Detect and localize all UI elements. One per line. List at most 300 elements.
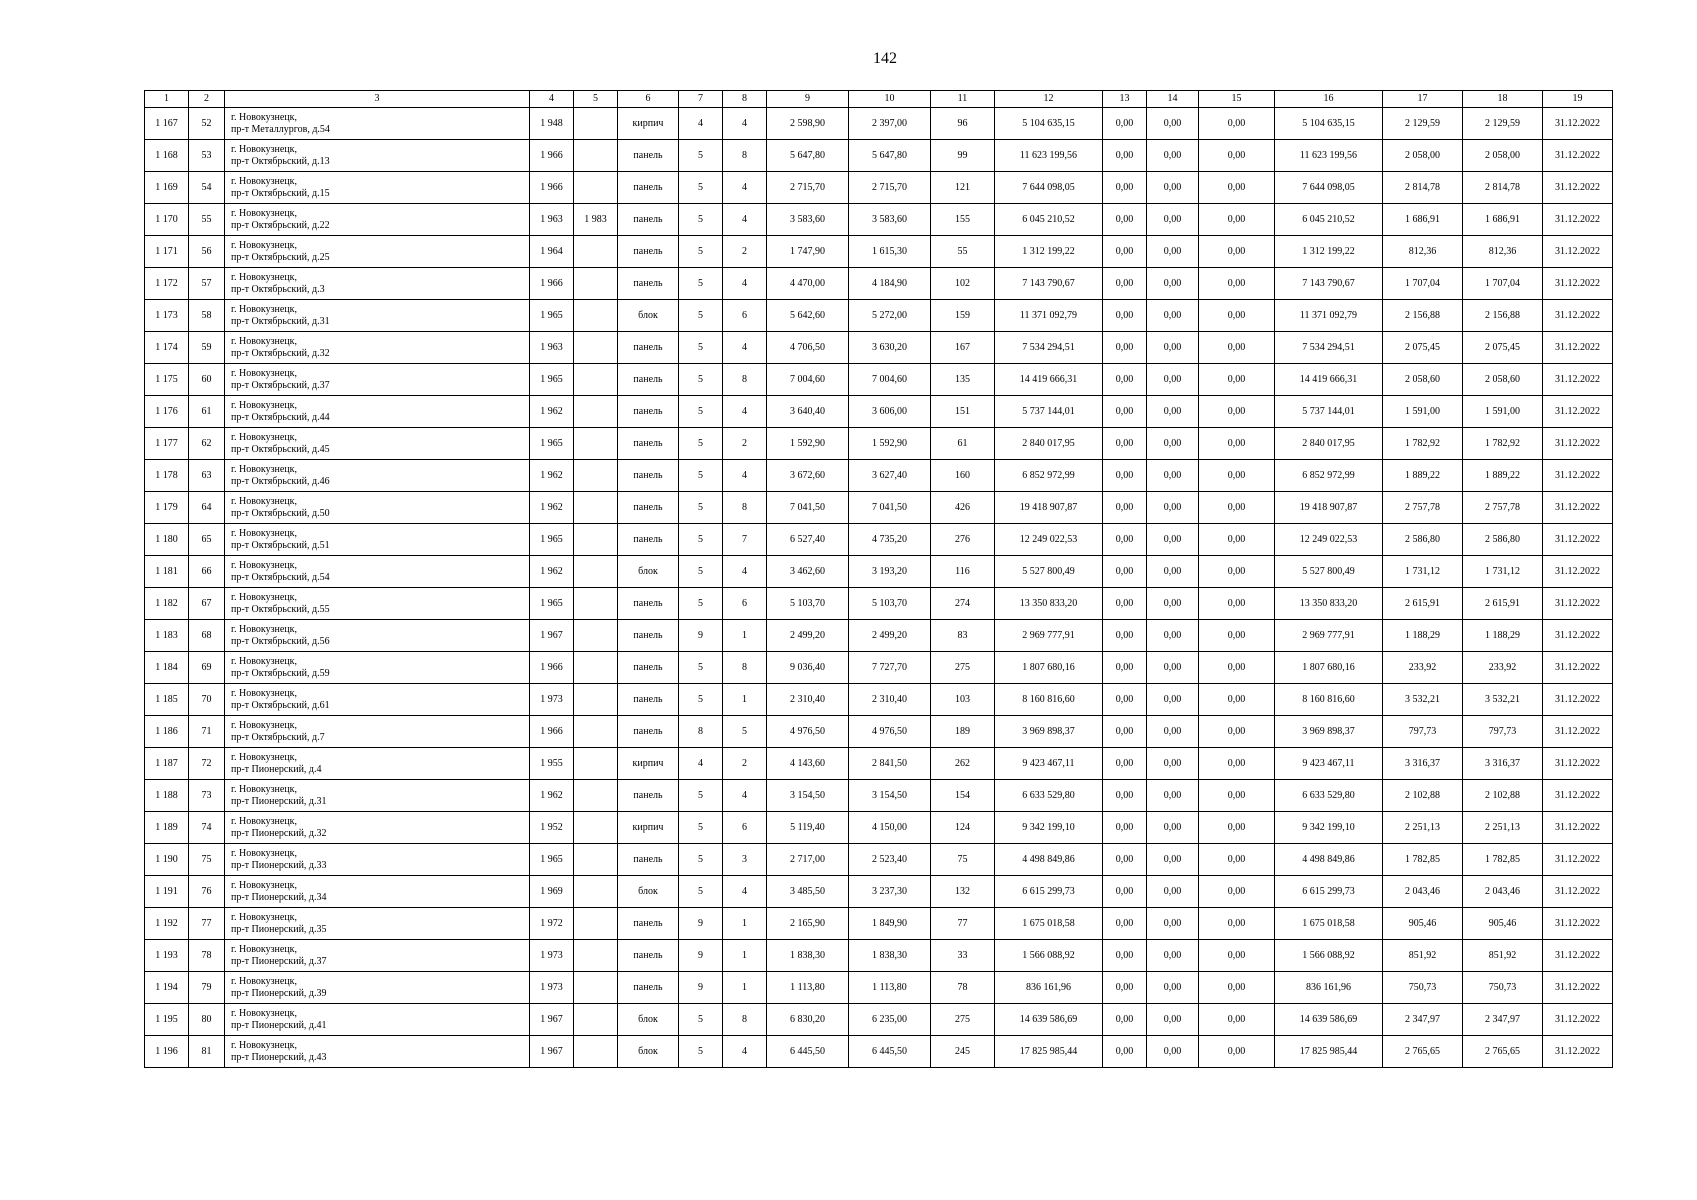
cell-address [225,972,530,1004]
cell-c19: 31.12.2022 [1543,876,1613,908]
cell-c13: 0,00 [1103,268,1147,300]
cell-c12: 5 527 800,49 [995,556,1103,588]
cell-c11: 274 [931,588,995,620]
cell-c6: блок [618,876,679,908]
table-row [145,780,1613,812]
address-city: г. Новокузнецк, [231,111,298,123]
page-number: 142 [873,50,897,67]
cell-c12: 19 418 907,87 [995,492,1103,524]
cell-c16: 2 969 777,91 [1275,620,1383,652]
cell-c16: 12 249 022,53 [1275,524,1383,556]
cell-c13: 0,00 [1103,940,1147,972]
cell-c7: 5 [679,396,723,428]
cell-c6: панель [618,460,679,492]
cell-c10: 1 592,90 [849,428,931,460]
cell-c11: 121 [931,172,995,204]
cell-address [225,588,530,620]
table-row [145,332,1613,364]
column-header-1: 1 [145,91,189,108]
cell-c13: 0,00 [1103,1036,1147,1068]
cell-c4: 1 962 [530,492,574,524]
table-row [145,620,1613,652]
table-row [145,460,1613,492]
cell-c5 [574,972,618,1004]
cell-address [225,940,530,972]
cell-address [225,716,530,748]
cell-c2: 75 [189,844,225,876]
cell-c9: 2 715,70 [767,172,849,204]
cell-c10: 7 041,50 [849,492,931,524]
cell-c8: 1 [723,620,767,652]
cell-c7: 9 [679,940,723,972]
cell-c12: 1 566 088,92 [995,940,1103,972]
cell-c17: 2 586,80 [1383,524,1463,556]
cell-c2: 64 [189,492,225,524]
cell-c7: 5 [679,556,723,588]
cell-c5 [574,300,618,332]
cell-c14: 0,00 [1147,396,1199,428]
cell-c12: 6 045 210,52 [995,204,1103,236]
cell-c17: 1 782,92 [1383,428,1463,460]
address-street: пр-т Металлургов, д.54 [231,123,330,135]
cell-c9: 2 499,20 [767,620,849,652]
cell-c17: 750,73 [1383,972,1463,1004]
cell-c19: 31.12.2022 [1543,620,1613,652]
cell-c1: 1 188 [145,780,189,812]
cell-c1: 1 168 [145,140,189,172]
cell-c10: 4 184,90 [849,268,931,300]
cell-c17: 1 889,22 [1383,460,1463,492]
cell-c2: 57 [189,268,225,300]
cell-c10: 7 727,70 [849,652,931,684]
cell-c16: 11 623 199,56 [1275,140,1383,172]
cell-c16: 6 852 972,99 [1275,460,1383,492]
cell-c17: 2 102,88 [1383,780,1463,812]
address-street: пр-т Октябрьский, д.54 [231,571,330,583]
address-city: г. Новокузнецк, [231,463,298,475]
cell-c8: 1 [723,908,767,940]
address-city: г. Новокузнецк, [231,751,298,763]
cell-c13: 0,00 [1103,204,1147,236]
table-row [145,908,1613,940]
address-city: г. Новокузнецк, [231,271,298,283]
cell-c1: 1 174 [145,332,189,364]
cell-c19: 31.12.2022 [1543,140,1613,172]
cell-c19: 31.12.2022 [1543,268,1613,300]
table-row [145,300,1613,332]
cell-c16: 7 143 790,67 [1275,268,1383,300]
address-street: пр-т Октябрьский, д.45 [231,443,330,455]
cell-c17: 3 316,37 [1383,748,1463,780]
cell-c12: 14 419 666,31 [995,364,1103,396]
cell-c15: 0,00 [1199,236,1275,268]
cell-c15: 0,00 [1199,268,1275,300]
cell-c17: 797,73 [1383,716,1463,748]
table-row [145,1004,1613,1036]
cell-c6: панель [618,652,679,684]
cell-address [225,524,530,556]
cell-address [225,780,530,812]
cell-c15: 0,00 [1199,748,1275,780]
address-city: г. Новокузнецк, [231,943,298,955]
cell-address [225,396,530,428]
cell-c5: 1 983 [574,204,618,236]
cell-c15: 0,00 [1199,780,1275,812]
address-city: г. Новокузнецк, [231,559,298,571]
cell-c15: 0,00 [1199,652,1275,684]
cell-c18: 797,73 [1463,716,1543,748]
cell-c2: 55 [189,204,225,236]
cell-c9: 3 485,50 [767,876,849,908]
cell-c1: 1 190 [145,844,189,876]
cell-c12: 14 639 586,69 [995,1004,1103,1036]
cell-c1: 1 186 [145,716,189,748]
cell-c6: панель [618,140,679,172]
cell-c12: 5 737 144,01 [995,396,1103,428]
column-number-header-row [145,91,1613,108]
table-row [145,428,1613,460]
cell-c15: 0,00 [1199,684,1275,716]
column-header-16: 16 [1275,91,1383,108]
housing-register-table [144,90,1613,1068]
cell-c10: 6 235,00 [849,1004,931,1036]
cell-c11: 275 [931,652,995,684]
cell-c16: 13 350 833,20 [1275,588,1383,620]
address-city: г. Новокузнецк, [231,175,298,187]
address-street: пр-т Октябрьский, д.15 [231,187,330,199]
cell-c4: 1 965 [530,844,574,876]
address-street: пр-т Пионерский, д.35 [231,923,327,935]
cell-c18: 1 707,04 [1463,268,1543,300]
cell-c5 [574,172,618,204]
cell-c11: 83 [931,620,995,652]
cell-c13: 0,00 [1103,780,1147,812]
cell-c1: 1 175 [145,364,189,396]
cell-c14: 0,00 [1147,1036,1199,1068]
cell-c4: 1 969 [530,876,574,908]
cell-c15: 0,00 [1199,908,1275,940]
cell-c16: 7 644 098,05 [1275,172,1383,204]
cell-c10: 2 310,40 [849,684,931,716]
address-city: г. Новокузнецк, [231,1007,298,1019]
cell-c4: 1 963 [530,204,574,236]
table-row [145,1036,1613,1068]
cell-c9: 1 838,30 [767,940,849,972]
cell-c14: 0,00 [1147,876,1199,908]
cell-c6: панель [618,684,679,716]
cell-c16: 6 615 299,73 [1275,876,1383,908]
cell-c10: 7 004,60 [849,364,931,396]
cell-c18: 3 316,37 [1463,748,1543,780]
address-city: г. Новокузнецк, [231,367,298,379]
address-street: пр-т Пионерский, д.41 [231,1019,327,1031]
cell-c12: 4 498 849,86 [995,844,1103,876]
cell-c15: 0,00 [1199,172,1275,204]
cell-c16: 5 104 635,15 [1275,108,1383,140]
cell-c8: 8 [723,492,767,524]
cell-address [225,620,530,652]
cell-address [225,1004,530,1036]
cell-c18: 1 188,29 [1463,620,1543,652]
cell-address [225,492,530,524]
cell-c14: 0,00 [1147,140,1199,172]
cell-c17: 3 532,21 [1383,684,1463,716]
cell-c12: 1 807 680,16 [995,652,1103,684]
cell-c9: 2 310,40 [767,684,849,716]
cell-c13: 0,00 [1103,908,1147,940]
cell-c1: 1 194 [145,972,189,1004]
cell-c1: 1 189 [145,812,189,844]
cell-c13: 0,00 [1103,172,1147,204]
cell-c8: 4 [723,876,767,908]
cell-c15: 0,00 [1199,716,1275,748]
address-street: пр-т Пионерский, д.39 [231,987,327,999]
cell-c19: 31.12.2022 [1543,588,1613,620]
cell-c18: 1 591,00 [1463,396,1543,428]
cell-c2: 63 [189,460,225,492]
cell-c16: 5 527 800,49 [1275,556,1383,588]
cell-c1: 1 181 [145,556,189,588]
cell-c8: 4 [723,780,767,812]
cell-c6: панель [618,268,679,300]
cell-c10: 1 838,30 [849,940,931,972]
address-city: г. Новокузнецк, [231,847,298,859]
cell-c2: 70 [189,684,225,716]
cell-c8: 6 [723,812,767,844]
cell-c14: 0,00 [1147,620,1199,652]
cell-c11: 276 [931,524,995,556]
cell-c2: 61 [189,396,225,428]
cell-c10: 3 237,30 [849,876,931,908]
cell-c11: 275 [931,1004,995,1036]
cell-c12: 7 534 294,51 [995,332,1103,364]
cell-c16: 6 633 529,80 [1275,780,1383,812]
cell-c2: 66 [189,556,225,588]
address-street: пр-т Октябрьский, д.50 [231,507,330,519]
cell-c13: 0,00 [1103,748,1147,780]
cell-c7: 5 [679,844,723,876]
cell-c16: 19 418 907,87 [1275,492,1383,524]
cell-c19: 31.12.2022 [1543,1004,1613,1036]
cell-c16: 3 969 898,37 [1275,716,1383,748]
cell-c1: 1 192 [145,908,189,940]
cell-c19: 31.12.2022 [1543,492,1613,524]
cell-c5 [574,780,618,812]
cell-c9: 1 747,90 [767,236,849,268]
cell-c13: 0,00 [1103,492,1147,524]
cell-c7: 9 [679,620,723,652]
cell-c11: 262 [931,748,995,780]
cell-c12: 9 342 199,10 [995,812,1103,844]
address-street: пр-т Пионерский, д.43 [231,1051,327,1063]
cell-c7: 5 [679,684,723,716]
cell-c17: 1 188,29 [1383,620,1463,652]
cell-c1: 1 195 [145,1004,189,1036]
cell-c8: 2 [723,748,767,780]
cell-c7: 5 [679,1036,723,1068]
cell-c14: 0,00 [1147,108,1199,140]
cell-c12: 1 312 199,22 [995,236,1103,268]
cell-c10: 5 272,00 [849,300,931,332]
cell-c19: 31.12.2022 [1543,556,1613,588]
cell-c17: 2 765,65 [1383,1036,1463,1068]
cell-c16: 836 161,96 [1275,972,1383,1004]
cell-c1: 1 191 [145,876,189,908]
cell-address [225,876,530,908]
cell-c17: 2 814,78 [1383,172,1463,204]
cell-c16: 1 566 088,92 [1275,940,1383,972]
cell-c10: 1 113,80 [849,972,931,1004]
cell-c6: блок [618,1004,679,1036]
cell-c6: панель [618,492,679,524]
cell-c10: 3 606,00 [849,396,931,428]
cell-c2: 65 [189,524,225,556]
cell-c6: панель [618,332,679,364]
cell-c11: 102 [931,268,995,300]
address-city: г. Новокузнецк, [231,143,298,155]
cell-c8: 6 [723,300,767,332]
cell-c5 [574,524,618,556]
cell-c15: 0,00 [1199,332,1275,364]
cell-c14: 0,00 [1147,364,1199,396]
cell-c18: 2 765,65 [1463,1036,1543,1068]
cell-c14: 0,00 [1147,300,1199,332]
cell-c17: 851,92 [1383,940,1463,972]
cell-c2: 80 [189,1004,225,1036]
cell-c14: 0,00 [1147,268,1199,300]
cell-c19: 31.12.2022 [1543,812,1613,844]
cell-c5 [574,812,618,844]
cell-address [225,236,530,268]
cell-c15: 0,00 [1199,300,1275,332]
cell-c8: 4 [723,1036,767,1068]
cell-c13: 0,00 [1103,1004,1147,1036]
cell-c7: 5 [679,460,723,492]
cell-c10: 2 499,20 [849,620,931,652]
cell-c6: панель [618,972,679,1004]
cell-c13: 0,00 [1103,524,1147,556]
cell-c15: 0,00 [1199,524,1275,556]
cell-c15: 0,00 [1199,1004,1275,1036]
cell-c19: 31.12.2022 [1543,1036,1613,1068]
table-row [145,524,1613,556]
cell-c2: 68 [189,620,225,652]
cell-c11: 61 [931,428,995,460]
address-city: г. Новокузнецк, [231,687,298,699]
cell-c2: 53 [189,140,225,172]
cell-c1: 1 187 [145,748,189,780]
cell-c13: 0,00 [1103,844,1147,876]
cell-c5 [574,556,618,588]
address-city: г. Новокузнецк, [231,591,298,603]
cell-c16: 14 419 666,31 [1275,364,1383,396]
cell-c1: 1 173 [145,300,189,332]
cell-c18: 2 058,60 [1463,364,1543,396]
cell-c4: 1 973 [530,684,574,716]
cell-c2: 81 [189,1036,225,1068]
cell-c15: 0,00 [1199,396,1275,428]
cell-c16: 6 045 210,52 [1275,204,1383,236]
cell-c14: 0,00 [1147,588,1199,620]
cell-c18: 1 782,85 [1463,844,1543,876]
cell-c1: 1 193 [145,940,189,972]
cell-c12: 13 350 833,20 [995,588,1103,620]
cell-c19: 31.12.2022 [1543,524,1613,556]
cell-c15: 0,00 [1199,204,1275,236]
cell-c4: 1 966 [530,268,574,300]
cell-c7: 5 [679,876,723,908]
cell-c5 [574,652,618,684]
cell-c6: панель [618,588,679,620]
address-city: г. Новокузнецк, [231,527,298,539]
cell-c12: 11 371 092,79 [995,300,1103,332]
cell-c7: 9 [679,908,723,940]
cell-c14: 0,00 [1147,652,1199,684]
cell-c7: 5 [679,364,723,396]
cell-c7: 5 [679,524,723,556]
cell-c17: 1 731,12 [1383,556,1463,588]
cell-c9: 5 642,60 [767,300,849,332]
cell-c9: 3 672,60 [767,460,849,492]
cell-c11: 155 [931,204,995,236]
cell-c13: 0,00 [1103,428,1147,460]
cell-c11: 426 [931,492,995,524]
column-header-18: 18 [1463,91,1543,108]
column-header-3: 3 [225,91,530,108]
cell-c7: 5 [679,780,723,812]
cell-c9: 6 830,20 [767,1004,849,1036]
address-city: г. Новокузнецк, [231,207,298,219]
cell-c6: панель [618,396,679,428]
cell-c19: 31.12.2022 [1543,652,1613,684]
cell-c19: 31.12.2022 [1543,396,1613,428]
cell-c1: 1 178 [145,460,189,492]
cell-c6: кирпич [618,108,679,140]
cell-c14: 0,00 [1147,1004,1199,1036]
cell-c18: 2 058,00 [1463,140,1543,172]
table-row [145,812,1613,844]
cell-c8: 1 [723,972,767,1004]
cell-c14: 0,00 [1147,940,1199,972]
cell-c4: 1 964 [530,236,574,268]
cell-c9: 4 976,50 [767,716,849,748]
cell-c1: 1 176 [145,396,189,428]
cell-c18: 750,73 [1463,972,1543,1004]
cell-c7: 5 [679,268,723,300]
cell-c4: 1 955 [530,748,574,780]
cell-c1: 1 179 [145,492,189,524]
cell-c9: 3 462,60 [767,556,849,588]
cell-c19: 31.12.2022 [1543,460,1613,492]
cell-c2: 67 [189,588,225,620]
cell-c13: 0,00 [1103,652,1147,684]
cell-c18: 2 615,91 [1463,588,1543,620]
table-row [145,172,1613,204]
cell-c2: 69 [189,652,225,684]
cell-c13: 0,00 [1103,236,1147,268]
cell-c8: 4 [723,268,767,300]
cell-c7: 9 [679,972,723,1004]
cell-c17: 905,46 [1383,908,1463,940]
address-city: г. Новокузнецк, [231,655,298,667]
cell-c17: 2 058,00 [1383,140,1463,172]
cell-c17: 2 347,97 [1383,1004,1463,1036]
cell-c17: 2 156,88 [1383,300,1463,332]
cell-c7: 5 [679,652,723,684]
cell-c14: 0,00 [1147,460,1199,492]
cell-c15: 0,00 [1199,972,1275,1004]
cell-c18: 2 129,59 [1463,108,1543,140]
